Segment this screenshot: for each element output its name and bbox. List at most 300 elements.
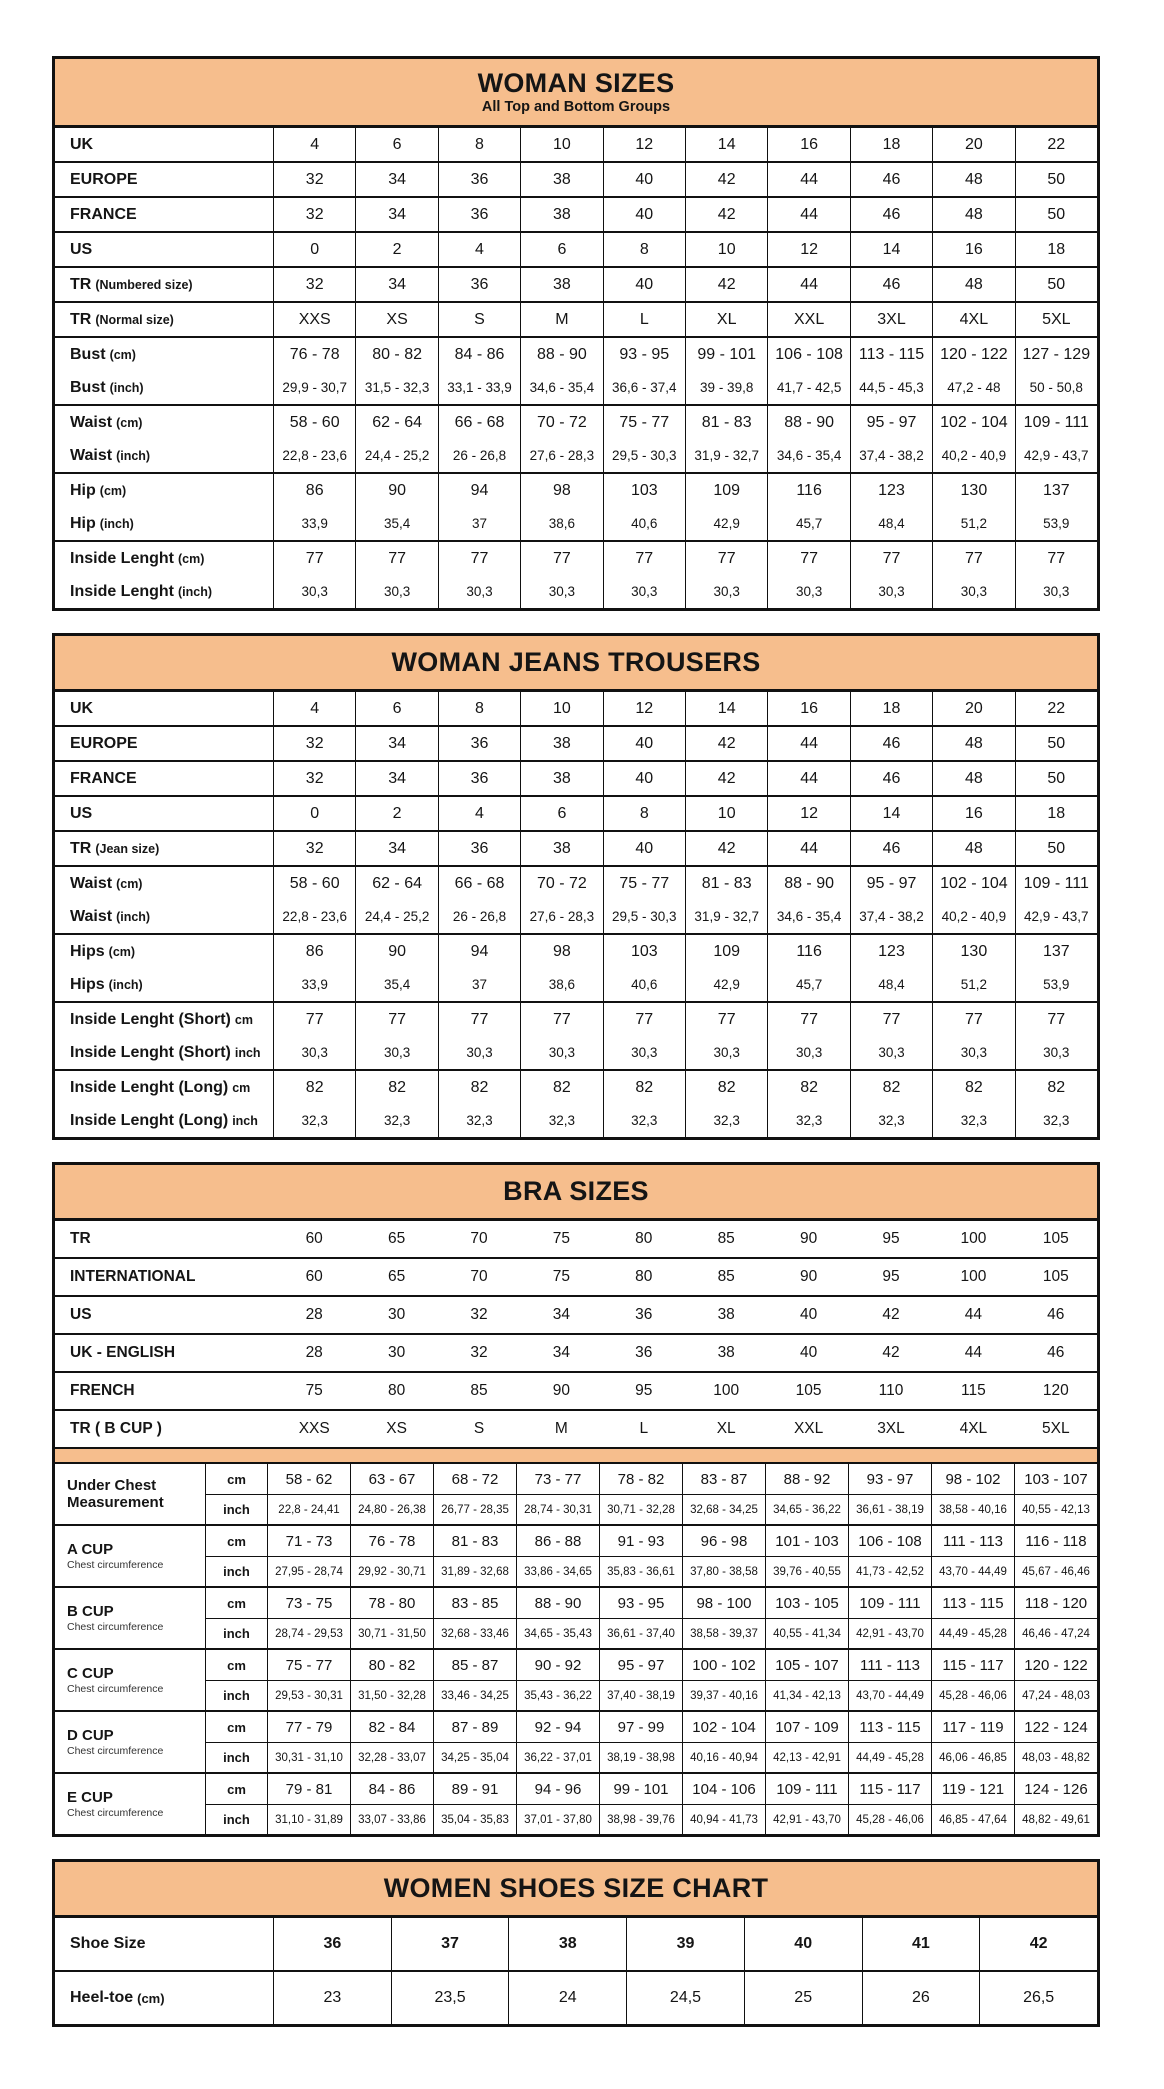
- size-cell: 87 - 89: [433, 1712, 516, 1742]
- table-row: [55, 303, 1097, 336]
- size-cell: 40: [603, 198, 685, 231]
- size-cell: 91 - 93: [599, 1526, 682, 1556]
- size-cell: 45,7: [767, 968, 849, 1001]
- size-cell: 22,8 - 24,41: [267, 1494, 350, 1524]
- size-cell: 38: [508, 1918, 626, 1970]
- size-cell: 30,3: [355, 1036, 437, 1069]
- bra-sizes-header: [55, 1165, 1097, 1221]
- size-cell: 4: [438, 233, 520, 266]
- cup-label-sublabel: Chest circumference: [67, 1745, 164, 1757]
- size-cell: 37,80 - 38,58: [682, 1556, 765, 1586]
- size-cell: 94 - 96: [516, 1774, 599, 1804]
- size-cell: 34: [355, 727, 437, 760]
- size-cell: 50: [1015, 198, 1097, 231]
- row-group: [55, 336, 1097, 404]
- row-label-text: Shoe Size: [70, 1935, 146, 1952]
- size-cell: 37,4 - 38,2: [850, 900, 932, 933]
- size-cell: 42: [685, 198, 767, 231]
- unit-label-inch: inch: [205, 1556, 267, 1586]
- size-cell: 30,3: [603, 1036, 685, 1069]
- row-label: [55, 575, 273, 608]
- size-cell: 46,46 - 47,24: [1014, 1618, 1097, 1648]
- bra-sizes-table: [52, 1162, 1100, 1837]
- row-label-text: Inside Lenght: [70, 582, 174, 600]
- row-label-detail: inch: [234, 1045, 261, 1060]
- table-row: [55, 692, 1097, 725]
- table-row: [55, 1970, 1097, 2024]
- size-cell: 36: [438, 198, 520, 231]
- size-cell: 4: [273, 692, 355, 725]
- size-cell: 46: [850, 268, 932, 301]
- size-cell: 26 - 26,8: [438, 900, 520, 933]
- size-cell: 34: [355, 762, 437, 795]
- size-cell: 12: [603, 692, 685, 725]
- row-group: [55, 1001, 1097, 1069]
- size-cell: 16: [767, 692, 849, 725]
- size-cell: 16: [932, 797, 1014, 830]
- row-label: [55, 542, 273, 575]
- size-cell: 109 - 111: [765, 1774, 848, 1804]
- size-cell: 36: [635, 1306, 653, 1323]
- size-cell: 77: [850, 1003, 932, 1036]
- size-cell: 34,6 - 35,4: [767, 900, 849, 933]
- size-cell: 40: [603, 268, 685, 301]
- table-row: [55, 233, 1097, 266]
- row-label-text: Inside Lenght (Long): [70, 1111, 229, 1129]
- size-cell: 94: [438, 474, 520, 507]
- unit-label-cm: cm: [205, 1650, 267, 1680]
- size-cell: 75 - 77: [603, 867, 685, 900]
- row-group: [55, 933, 1097, 1001]
- woman-jeans-body: [55, 692, 1097, 1137]
- size-cell: 27,6 - 28,3: [520, 900, 602, 933]
- row-label-text: Waist: [70, 907, 113, 925]
- size-cell: 40,55 - 42,13: [1014, 1494, 1097, 1524]
- table-row: [55, 163, 1097, 196]
- size-cell: 32: [273, 832, 355, 865]
- size-cell: 20: [932, 128, 1014, 161]
- size-cell: 113 - 115: [850, 338, 932, 371]
- size-cell: 40: [799, 1306, 818, 1323]
- size-cell: 44: [767, 832, 849, 865]
- size-cell: 68 - 72: [433, 1464, 516, 1494]
- size-cell: 77: [273, 1003, 355, 1036]
- row-label-text: TR: [70, 839, 92, 857]
- size-cell: 65: [387, 1230, 406, 1247]
- size-cell: 32,3: [603, 1104, 685, 1137]
- size-cell: 45,28 - 46,06: [931, 1680, 1014, 1710]
- bra-divider-band: [55, 1447, 1097, 1464]
- row-label: [55, 762, 273, 795]
- table-row: [55, 575, 1097, 608]
- row-label-detail: cm: [232, 1080, 251, 1095]
- row-label-text: Bust: [70, 345, 106, 363]
- size-cell: 38,58 - 39,37: [682, 1618, 765, 1648]
- size-cell: 38,6: [520, 968, 602, 1001]
- row-group: [55, 692, 1097, 725]
- size-cell: 40,2 - 40,9: [932, 900, 1014, 933]
- table-row: [55, 198, 1097, 231]
- size-cell: S: [438, 303, 520, 336]
- unit-label-cm: cm: [205, 1774, 267, 1804]
- size-cell: 95: [635, 1382, 653, 1399]
- size-cell: 43,70 - 44,49: [848, 1680, 931, 1710]
- size-cell: 113 - 115: [848, 1712, 931, 1742]
- size-cell: 30,31 - 31,10: [267, 1742, 350, 1772]
- size-cell: 6: [355, 128, 437, 161]
- cup-label-text: E CUP: [67, 1789, 113, 1806]
- size-cell: 32,3: [273, 1104, 355, 1137]
- size-cell: 38: [520, 762, 602, 795]
- row-group: [55, 795, 1097, 830]
- size-cell: 82: [520, 1071, 602, 1104]
- row-label: [55, 968, 273, 1001]
- size-cell: 39 - 39,8: [685, 371, 767, 404]
- cup-label: [55, 1650, 205, 1710]
- size-cell: 98 - 102: [931, 1464, 1014, 1494]
- size-cell: 32,28 - 33,07: [350, 1742, 433, 1772]
- row-label: [55, 371, 273, 404]
- size-cell: 85 - 87: [433, 1650, 516, 1680]
- size-cell: 109: [685, 935, 767, 968]
- size-cell: 37,4 - 38,2: [850, 439, 932, 472]
- size-cell: 4: [273, 128, 355, 161]
- size-cell: 71 - 73: [267, 1526, 350, 1556]
- size-cell: 50 - 50,8: [1015, 371, 1097, 404]
- size-cell: 38,19 - 38,98: [599, 1742, 682, 1772]
- size-cell: 28: [305, 1306, 323, 1323]
- cup-label: [55, 1712, 205, 1772]
- size-cell: 30,3: [767, 575, 849, 608]
- size-cell: 34,25 - 35,04: [433, 1742, 516, 1772]
- size-cell: 48: [932, 762, 1014, 795]
- size-cell: 38: [717, 1306, 735, 1323]
- size-cell: 97 - 99: [599, 1712, 682, 1742]
- size-cell: 35,43 - 36,22: [516, 1680, 599, 1710]
- size-cell: 30,3: [850, 575, 932, 608]
- size-cell: 116: [767, 474, 849, 507]
- size-cell: 76 - 78: [350, 1526, 433, 1556]
- shoes-table: [52, 1859, 1100, 2027]
- row-label-text: Waist: [70, 413, 113, 431]
- size-cell: 48: [932, 268, 1014, 301]
- size-cell: 120 - 122: [1014, 1650, 1097, 1680]
- row-label-text: Waist: [70, 446, 113, 464]
- size-cell: XL: [685, 303, 767, 336]
- row-label-detail: (inch): [99, 516, 134, 531]
- size-cell: 77: [1015, 1003, 1097, 1036]
- size-cell: 90: [799, 1230, 818, 1247]
- size-cell: 80: [387, 1382, 406, 1399]
- size-cell: 32: [470, 1306, 488, 1323]
- row-label: [55, 867, 273, 900]
- size-cell: 30,3: [685, 575, 767, 608]
- size-cell: XS: [355, 303, 437, 336]
- size-cell: 44: [767, 163, 849, 196]
- size-cell: 30,3: [932, 575, 1014, 608]
- size-cell: 12: [767, 233, 849, 266]
- row-label-detail: (Numbered size): [95, 277, 193, 292]
- size-cell: 40: [603, 762, 685, 795]
- row-label-text: TR: [70, 275, 92, 293]
- size-cell: 40: [744, 1918, 862, 1970]
- size-cell: 70: [470, 1230, 488, 1247]
- row-label: [55, 797, 273, 830]
- size-cell: 23: [273, 1972, 391, 2024]
- row-label: [55, 900, 273, 933]
- size-cell: 89 - 91: [433, 1774, 516, 1804]
- table-row: [55, 268, 1097, 301]
- size-cell: 48: [932, 163, 1014, 196]
- size-cell: 119 - 121: [931, 1774, 1014, 1804]
- size-cell: 122 - 124: [1014, 1712, 1097, 1742]
- size-cell: 34: [355, 268, 437, 301]
- row-label-detail: (inch): [178, 584, 213, 599]
- size-cell: 81 - 83: [685, 867, 767, 900]
- size-cell: 130: [932, 935, 1014, 968]
- size-cell: 30,3: [438, 575, 520, 608]
- size-cell: 33,07 - 33,86: [350, 1804, 433, 1834]
- table-row: [55, 1003, 1097, 1036]
- cup-label-text: A CUP: [67, 1541, 114, 1558]
- size-cell: 106 - 108: [767, 338, 849, 371]
- size-cell: 36: [438, 163, 520, 196]
- size-cell: 78 - 80: [350, 1588, 433, 1618]
- size-cell: 77: [520, 1003, 602, 1036]
- row-label: [55, 727, 273, 760]
- size-cell: 106 - 108: [848, 1526, 931, 1556]
- size-cell: 90 - 92: [516, 1650, 599, 1680]
- shoes-title: WOMEN SHOES SIZE CHART: [383, 1873, 769, 1903]
- size-cell: 33,9: [273, 968, 355, 1001]
- row-label: UK - ENGLISH: [70, 1344, 176, 1361]
- size-cell: 50: [1015, 762, 1097, 795]
- size-cell: 77: [438, 1003, 520, 1036]
- size-cell: XXS: [298, 1420, 330, 1437]
- size-cell: 95: [882, 1230, 900, 1247]
- size-cell: 30,3: [273, 575, 355, 608]
- size-cell: 46: [1047, 1306, 1065, 1323]
- row-label-detail: (cm): [99, 483, 127, 498]
- row-label: [55, 1036, 273, 1069]
- size-cell: 82: [932, 1071, 1014, 1104]
- table-row: [55, 338, 1097, 371]
- size-cell: 28: [305, 1344, 323, 1361]
- size-cell: 33,1 - 33,9: [438, 371, 520, 404]
- row-group: [55, 301, 1097, 336]
- size-cell: 4: [438, 797, 520, 830]
- size-cell: 88 - 90: [520, 338, 602, 371]
- row-label-detail: (cm): [116, 415, 143, 430]
- size-cell: 77: [850, 542, 932, 575]
- cup-group: [55, 1772, 1097, 1834]
- size-cell: 36: [438, 268, 520, 301]
- size-cell: 109: [685, 474, 767, 507]
- size-cell: 98 - 100: [682, 1588, 765, 1618]
- size-cell: 34: [355, 163, 437, 196]
- row-label-text: Inside Lenght (Short): [70, 1010, 231, 1028]
- size-cell: 58 - 60: [273, 867, 355, 900]
- unit-label-inch: inch: [205, 1804, 267, 1834]
- size-cell: 33,86 - 34,65: [516, 1556, 599, 1586]
- table-row: [55, 900, 1097, 933]
- size-cell: 80: [635, 1230, 653, 1247]
- size-cell: M: [520, 303, 602, 336]
- row-label-detail: cm: [234, 1012, 253, 1027]
- size-cell: 88 - 90: [767, 406, 849, 439]
- size-cell: 38: [717, 1344, 735, 1361]
- size-cell: 0: [273, 797, 355, 830]
- row-group: [55, 725, 1097, 760]
- size-cell: 93 - 95: [599, 1588, 682, 1618]
- size-cell: 4XL: [959, 1420, 988, 1437]
- size-cell: 77: [932, 542, 1014, 575]
- size-cell: 88 - 92: [765, 1464, 848, 1494]
- size-cell: 18: [850, 128, 932, 161]
- size-cell: 107 - 109: [765, 1712, 848, 1742]
- size-cell: 32,3: [520, 1104, 602, 1137]
- cup-label: [55, 1774, 205, 1834]
- size-cell: 30,3: [1015, 1036, 1097, 1069]
- table-row: [55, 832, 1097, 865]
- size-cell: 53,9: [1015, 968, 1097, 1001]
- size-cell: 81 - 83: [433, 1526, 516, 1556]
- size-cell: 46: [850, 198, 932, 231]
- unit-label-inch: inch: [205, 1742, 267, 1772]
- size-cell: 60: [305, 1230, 323, 1247]
- size-cell: 66 - 68: [438, 867, 520, 900]
- row-label: [55, 233, 273, 266]
- size-cell: 12: [767, 797, 849, 830]
- size-cell: 18: [1015, 797, 1097, 830]
- cup-group: [55, 1464, 1097, 1524]
- row-label: [55, 832, 273, 865]
- size-cell: 6: [355, 692, 437, 725]
- bra-sizes-title: BRA SIZES: [503, 1176, 649, 1206]
- size-cell: 36: [438, 727, 520, 760]
- size-cell: 36,6 - 37,4: [603, 371, 685, 404]
- table-row: [55, 128, 1097, 161]
- size-cell: 82: [685, 1071, 767, 1104]
- size-cell: 120: [1042, 1382, 1069, 1399]
- size-cell: 124 - 126: [1014, 1774, 1097, 1804]
- size-cell: 75 - 77: [603, 406, 685, 439]
- size-cell: 70: [470, 1268, 488, 1285]
- size-cell: 48: [932, 832, 1014, 865]
- row-label-text: Hips: [70, 942, 105, 960]
- size-cell: 44: [964, 1306, 983, 1323]
- size-cell: 30,71 - 32,28: [599, 1494, 682, 1524]
- size-cell: 115 - 117: [848, 1774, 931, 1804]
- row-label-detail: (cm): [137, 1990, 165, 2006]
- row-label: TR: [70, 1230, 91, 1247]
- table-row: [55, 935, 1097, 968]
- size-cell: 36: [635, 1344, 653, 1361]
- size-cell: 48,4: [850, 968, 932, 1001]
- size-cell: 37: [438, 507, 520, 540]
- size-cell: 46,85 - 47,64: [931, 1804, 1014, 1834]
- row-label-text: TR: [70, 310, 92, 328]
- cup-label-sublabel: Chest circumference: [67, 1683, 164, 1695]
- size-cell: 39,37 - 40,16: [682, 1680, 765, 1710]
- size-cell: 30,3: [520, 1036, 602, 1069]
- size-cell: 77: [685, 542, 767, 575]
- size-cell: 120 - 122: [932, 338, 1014, 371]
- row-label: [55, 128, 273, 161]
- size-cell: 10: [685, 233, 767, 266]
- row-label-text: Hip: [70, 514, 96, 532]
- size-cell: 115: [961, 1382, 986, 1399]
- table-row: [55, 406, 1097, 439]
- size-cell: 86: [273, 935, 355, 968]
- size-cell: 8: [438, 692, 520, 725]
- size-cell: 22: [1015, 692, 1097, 725]
- size-cell: 79 - 81: [267, 1774, 350, 1804]
- row-label-text: US: [70, 240, 93, 258]
- size-cell: 34,6 - 35,4: [767, 439, 849, 472]
- size-cell: 47,24 - 48,03: [1014, 1680, 1097, 1710]
- size-cell: 94: [438, 935, 520, 968]
- row-group: [55, 1069, 1097, 1137]
- size-cell: 0: [273, 233, 355, 266]
- size-cell: 110: [878, 1382, 904, 1399]
- row-group: [55, 540, 1097, 608]
- size-cell: 28,74 - 30,31: [516, 1494, 599, 1524]
- size-cell: 38: [520, 832, 602, 865]
- row-group: [55, 266, 1097, 301]
- size-cell: 38,58 - 40,16: [931, 1494, 1014, 1524]
- row-label: [55, 198, 273, 231]
- size-cell: 30,71 - 31,50: [350, 1618, 433, 1648]
- row-label: [55, 268, 273, 301]
- size-cell: 45,67 - 46,46: [1014, 1556, 1097, 1586]
- row-group: [55, 472, 1097, 540]
- size-cell: 118 - 120: [1014, 1588, 1097, 1618]
- size-cell: 29,5 - 30,3: [603, 439, 685, 472]
- size-cell: 70 - 72: [520, 406, 602, 439]
- size-cell: 42,13 - 42,91: [765, 1742, 848, 1772]
- size-cell: 96 - 98: [682, 1526, 765, 1556]
- size-cell: 111 - 113: [848, 1650, 931, 1680]
- bra-band-rows: [55, 1221, 1097, 1447]
- size-cell: L: [639, 1420, 649, 1437]
- size-cell: 40,55 - 41,34: [765, 1618, 848, 1648]
- size-cell: 99 - 101: [685, 338, 767, 371]
- size-cell: 77: [603, 1003, 685, 1036]
- size-cell: 77: [767, 542, 849, 575]
- size-cell: 32,3: [438, 1104, 520, 1137]
- size-cell: 36,61 - 37,40: [599, 1618, 682, 1648]
- cup-label: [55, 1526, 205, 1586]
- size-cell: S: [473, 1420, 485, 1437]
- size-cell: 38,98 - 39,76: [599, 1804, 682, 1834]
- size-cell: 123: [850, 935, 932, 968]
- size-cell: 50: [1015, 268, 1097, 301]
- size-cell: 77: [438, 542, 520, 575]
- row-label: [55, 935, 273, 968]
- size-cell: 86 - 88: [516, 1526, 599, 1556]
- size-cell: 40: [603, 163, 685, 196]
- size-cell: 113 - 115: [931, 1588, 1014, 1618]
- row-label-text: Waist: [70, 874, 113, 892]
- size-cell: 32: [273, 762, 355, 795]
- size-cell: 83 - 85: [433, 1588, 516, 1618]
- bra-cup-rows: [55, 1464, 1097, 1834]
- size-cell: 29,5 - 30,3: [603, 900, 685, 933]
- row-label: [55, 338, 273, 371]
- table-row: [55, 474, 1097, 507]
- size-cell: 6: [520, 797, 602, 830]
